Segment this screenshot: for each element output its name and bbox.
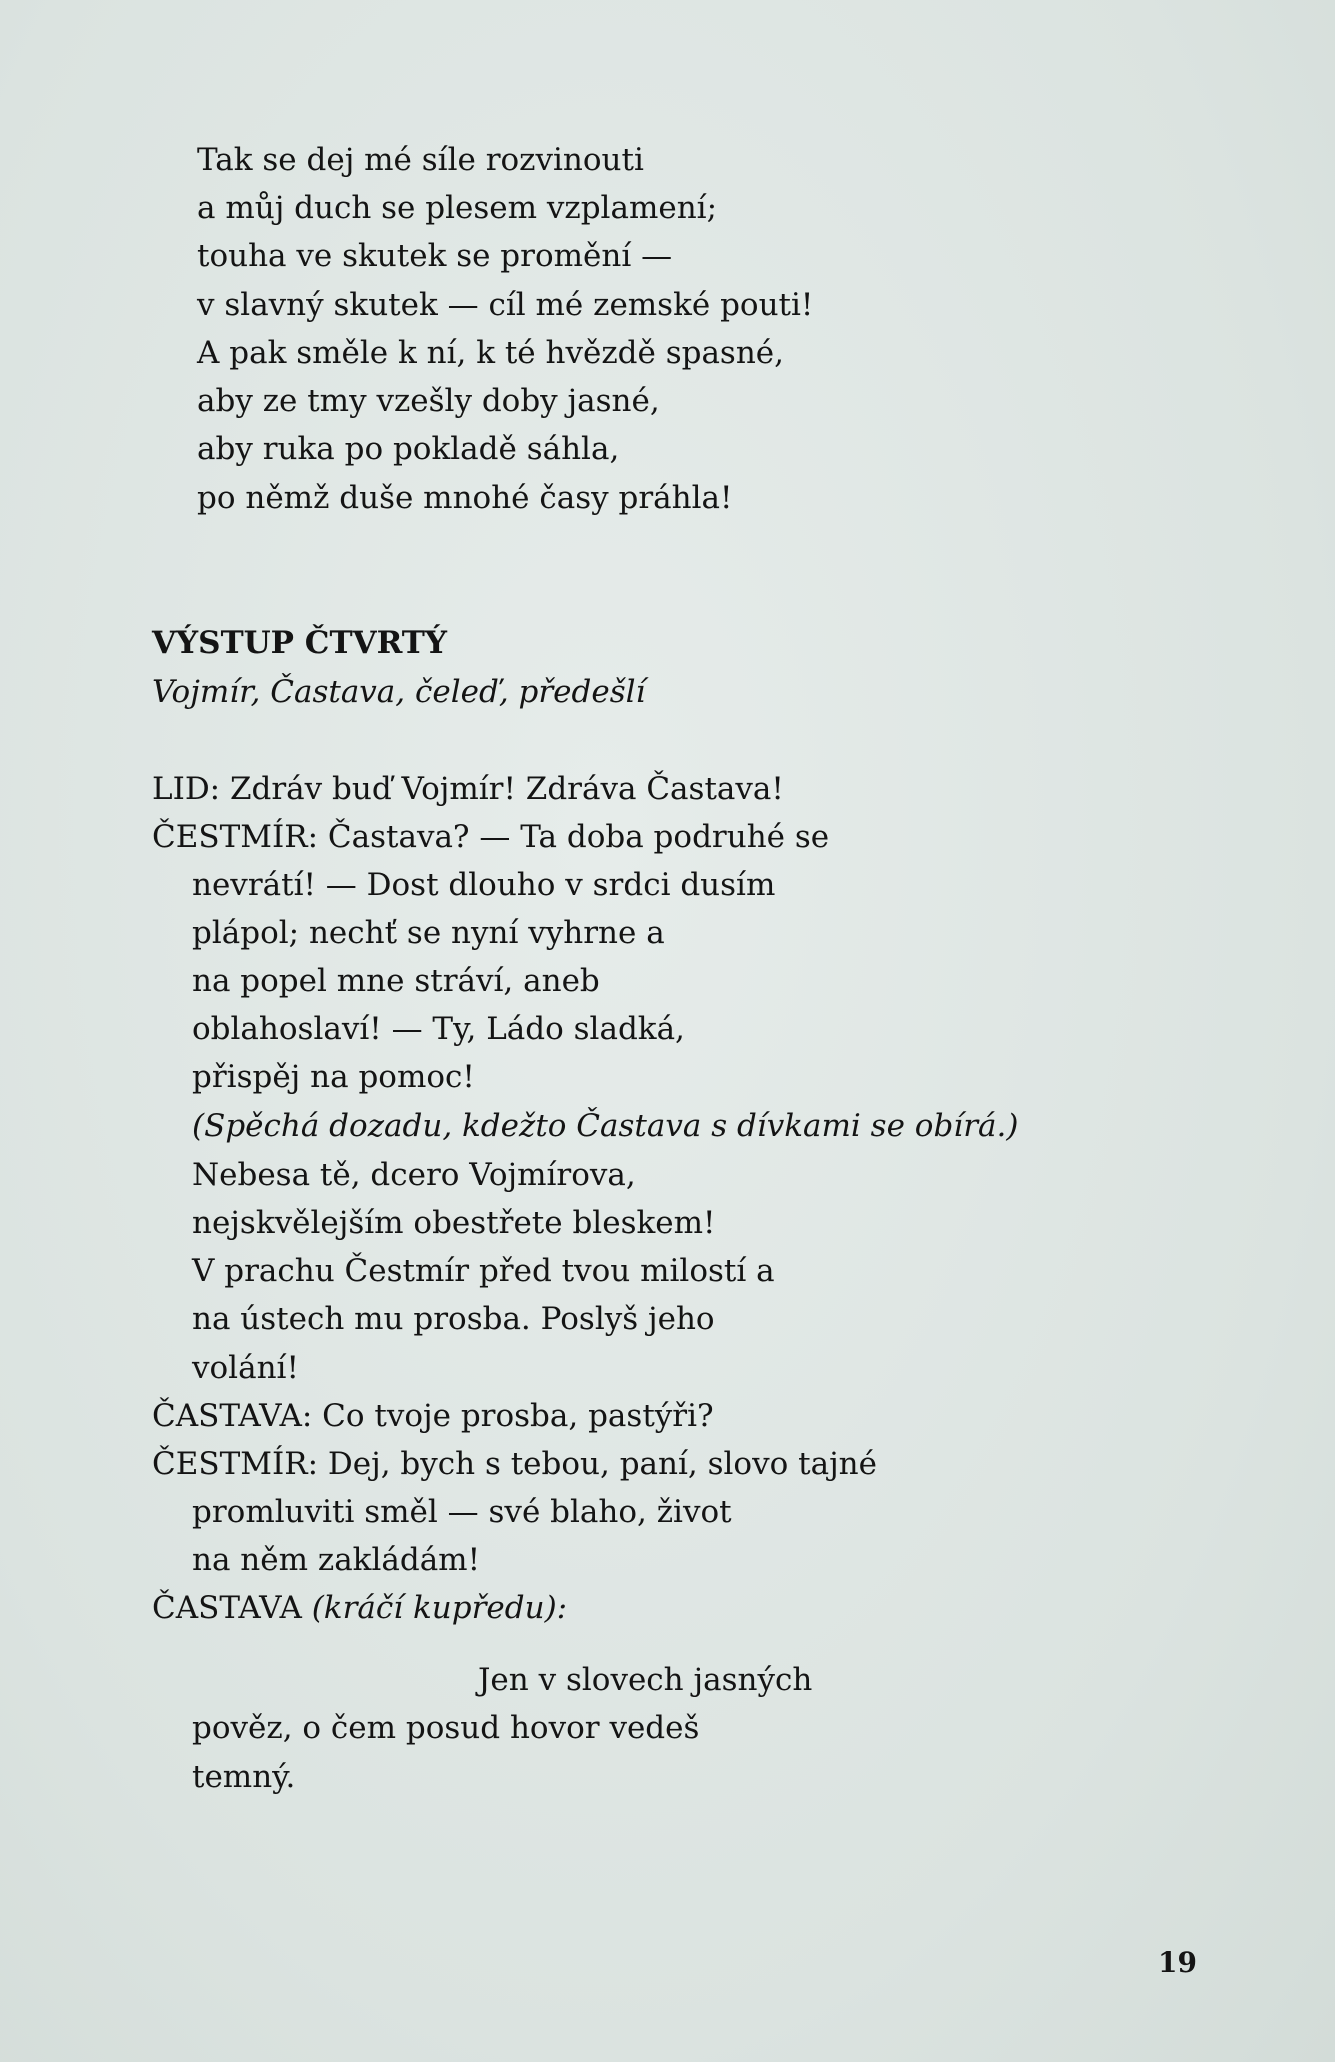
poem-line: po němž duše mnohé časy práhla!	[197, 480, 733, 516]
poem-line: touha ve skutek se promění —	[197, 238, 673, 274]
poem-line: v slavný skutek — cíl mé zemské pouti!	[197, 287, 814, 323]
poem-line: aby ruka po pokladě sáhla,	[197, 431, 620, 467]
dialogue-line: ČESTMÍR: Častava? — Ta doba podruhé se	[152, 819, 830, 855]
stage-direction: (Spěchá dozadu, kdežto Častava s dívkami se obírá.)	[192, 1108, 1019, 1144]
dialogue-line: oblahoslaví! — Ty, Ládo sladká,	[192, 1011, 685, 1047]
dialogue-line: na popel mne stráví, aneb	[192, 963, 600, 999]
speaker-direction: (kráčí kupředu):	[311, 1590, 568, 1626]
dialogue-line: temný.	[192, 1759, 296, 1795]
poem-line: Tak se dej mé síle rozvinouti	[197, 142, 644, 178]
dialogue-line: promluviti směl — své blaho, život	[192, 1494, 732, 1530]
poem-line: A pak směle k ní, k té hvězdě spasné,	[197, 335, 785, 371]
poem-line: a můj duch se plesem vzplamení;	[197, 190, 718, 226]
dialogue-line: na ústech mu prosba. Poslyš jeho	[192, 1301, 715, 1337]
dialogue-line: LID: Zdráv buď Vojmír! Zdráva Častava!	[152, 771, 784, 807]
scene-characters: Vojmír, Častava, čeleď, předešlí	[152, 674, 646, 710]
dialogue-speaker	[152, 1590, 568, 1626]
dialogue-line: pověz, o čem posud hovor vedeš	[192, 1710, 700, 1746]
dialogue-line: ČESTMÍR: Dej, bych s tebou, paní, slovo tajné	[152, 1446, 877, 1482]
dialogue-line: přispěj na pomoc!	[192, 1059, 475, 1095]
scene-heading: VÝSTUP ČTVRTÝ	[152, 625, 447, 661]
dialogue-line: nejskvělejším obestřete bleskem!	[192, 1205, 716, 1241]
dialogue-line: Jen v slovech jasných	[478, 1662, 813, 1698]
dialogue-line: Nebesa tě, dcero Vojmírova,	[192, 1157, 636, 1193]
dialogue-line: ČASTAVA: Co tvoje prosba, pastýři?	[152, 1398, 714, 1434]
page-number: 19	[1158, 1946, 1197, 1979]
dialogue-line: volání!	[192, 1350, 299, 1386]
dialogue-line: nevrátí! — Dost dlouho v srdci dusím	[192, 867, 776, 903]
poem-line: aby ze tmy vzešly doby jasné,	[197, 383, 660, 419]
dialogue-line: V prachu Čestmír před tvou milostí a	[192, 1253, 775, 1289]
speaker-name: ČASTAVA	[152, 1590, 302, 1626]
dialogue-line: plápol; nechť se nyní vyhrne a	[192, 915, 665, 951]
dialogue-line: na něm zakládám!	[192, 1542, 481, 1578]
